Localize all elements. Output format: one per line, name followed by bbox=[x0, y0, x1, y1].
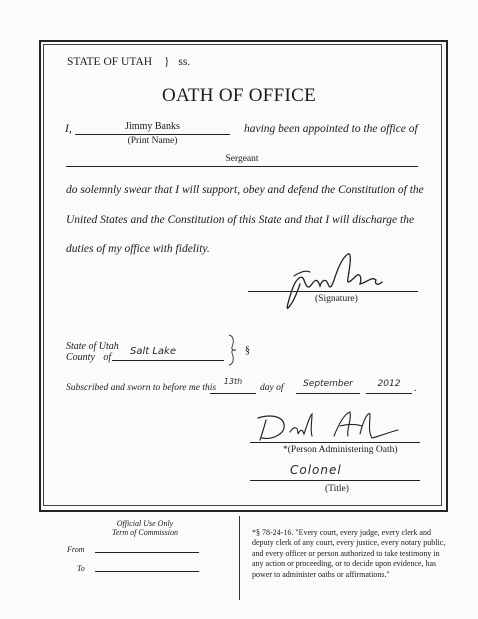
section-mark: § bbox=[245, 345, 250, 356]
oath-line-2: United States and the Constitution of this State and that I will discharge the bbox=[66, 214, 415, 226]
county-line bbox=[112, 360, 224, 361]
day-line bbox=[210, 393, 256, 394]
state-name: STATE OF UTAH bbox=[67, 56, 153, 68]
statute-line-1: *§ 78-24-16. "Every court, every judge, every clerk and bbox=[252, 528, 431, 537]
title-line bbox=[250, 480, 420, 481]
county-of-word: of bbox=[103, 352, 112, 363]
from-line bbox=[95, 552, 199, 553]
administrator-line bbox=[250, 442, 420, 443]
name-value: Jimmy Banks bbox=[125, 121, 180, 132]
title-value: Colonel bbox=[290, 463, 342, 477]
official-use-heading: Official Use Only bbox=[116, 519, 174, 528]
footer-divider bbox=[239, 516, 240, 600]
state-header bbox=[67, 56, 190, 68]
office-line bbox=[66, 166, 418, 167]
year-line bbox=[366, 393, 412, 394]
county-value: Salt Lake bbox=[130, 346, 176, 357]
subscribed-lead: Subscribed and sworn to before me this bbox=[66, 383, 217, 393]
statute-line-4: any action or proceeding, or to decide upon evidence, has bbox=[252, 559, 437, 569]
to-line bbox=[95, 571, 199, 572]
venue-brace bbox=[226, 334, 238, 366]
page-title: OATH OF OFFICE bbox=[161, 85, 317, 106]
ss-label: ss. bbox=[178, 56, 191, 68]
day-value: 13th bbox=[223, 377, 243, 386]
to-label: To bbox=[77, 564, 85, 573]
signature-line bbox=[248, 291, 418, 292]
statute-note bbox=[252, 528, 462, 580]
year-period: . bbox=[414, 383, 417, 394]
print-name-label: (Print Name) bbox=[127, 136, 178, 146]
day-of-label: day of bbox=[260, 383, 284, 393]
i-label: I, bbox=[65, 123, 72, 135]
title-label: (Title) bbox=[325, 484, 349, 494]
statute-line-3: and every officer or person authorized to take testimony in bbox=[252, 548, 440, 558]
month-line bbox=[296, 393, 360, 394]
oath-line-3: duties of my office with fidelity. bbox=[66, 243, 210, 255]
year-value: 2012 bbox=[377, 379, 401, 389]
month-value: September bbox=[303, 379, 353, 389]
name-line bbox=[75, 134, 230, 135]
office-value: Sergeant bbox=[225, 154, 259, 164]
county-word: County bbox=[66, 352, 95, 363]
administrator-signature-mark bbox=[252, 408, 404, 444]
signature-label: (Signature) bbox=[315, 294, 358, 304]
administrator-label: *(Person Administering Oath) bbox=[283, 445, 398, 455]
statute-line-5: power to administer oaths or affirmations." bbox=[252, 569, 390, 579]
state-brace: } bbox=[163, 56, 170, 68]
term-of-commission-label: Term of Commission bbox=[112, 528, 178, 537]
statute-line-2: deputy clerk of any court, every justice, every notary public, bbox=[252, 538, 446, 548]
appointment-text: having been appointed to the office of bbox=[244, 123, 418, 135]
from-label: From bbox=[67, 545, 85, 554]
state-of-utah-label: State of Utah bbox=[66, 341, 119, 352]
county-label bbox=[66, 352, 111, 363]
oath-line-1: do solemnly swear that I will support, obey and defend the Constitution of the bbox=[66, 184, 424, 196]
